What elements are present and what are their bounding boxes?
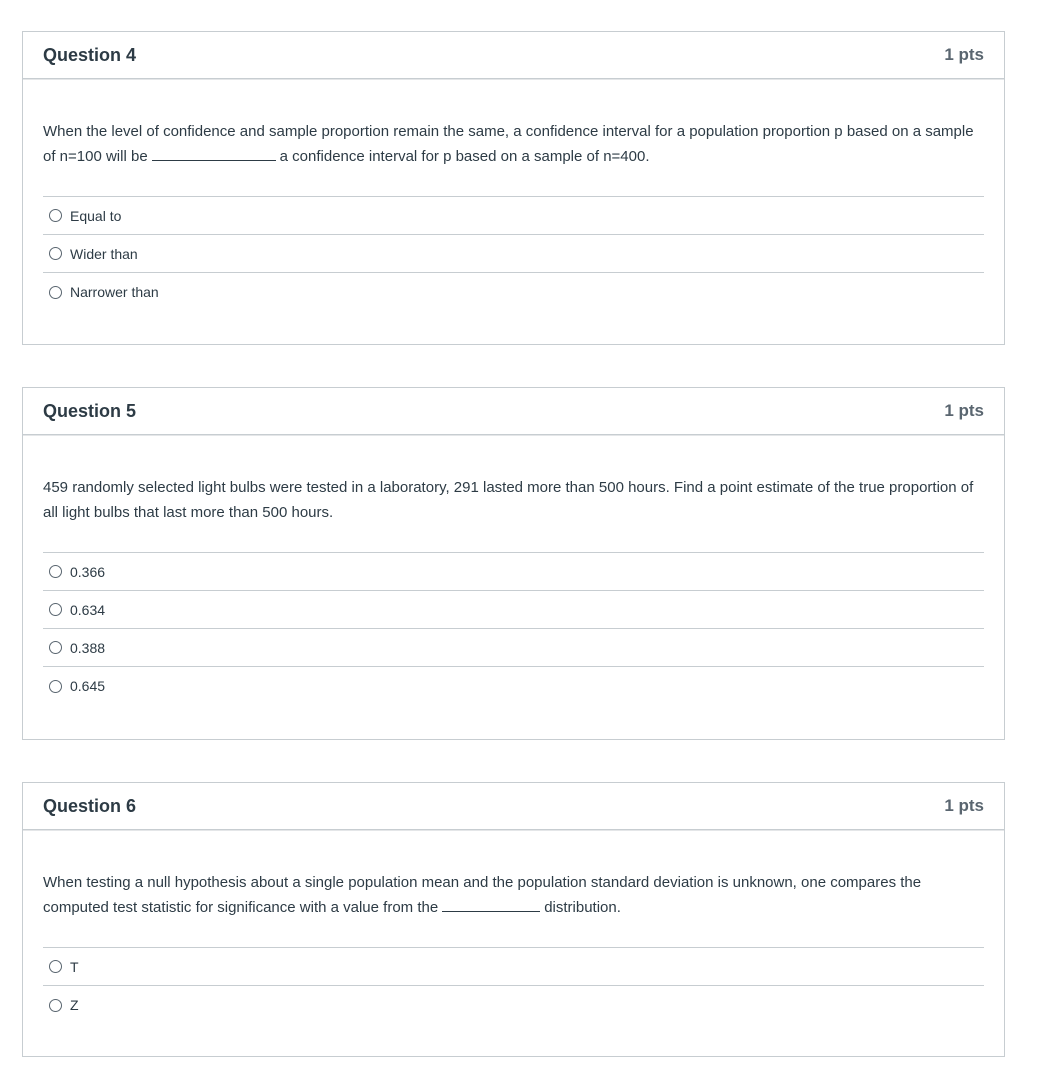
question-text xyxy=(43,830,984,948)
radio-button[interactable] xyxy=(49,960,62,973)
question-points: 1 pts xyxy=(944,401,984,420)
answer-label: 0.645 xyxy=(70,678,106,694)
question-text xyxy=(43,79,984,197)
answer-list xyxy=(43,197,984,311)
radio-button[interactable] xyxy=(49,565,62,578)
answer-list xyxy=(43,948,984,1024)
answer-option[interactable] xyxy=(43,667,984,705)
question-5-card xyxy=(22,387,1005,740)
answer-option[interactable] xyxy=(43,273,984,311)
answer-label: Narrower than xyxy=(70,284,159,300)
radio-button[interactable] xyxy=(49,999,62,1012)
fill-blank xyxy=(152,144,276,161)
answer-option[interactable] xyxy=(43,629,984,667)
question-header xyxy=(23,783,1004,830)
answer-option[interactable] xyxy=(43,948,984,986)
question-title: Question 5 xyxy=(43,400,137,421)
question-6-card xyxy=(22,782,1005,1057)
answer-label: T xyxy=(70,958,79,975)
question-points: 1 pts xyxy=(944,45,984,64)
answer-option[interactable] xyxy=(43,553,984,591)
question-title: Question 6 xyxy=(43,795,137,816)
question-body xyxy=(23,79,1004,311)
question-text: 459 randomly selected light bulbs were tested in a laboratory, 291 lasted more than 500 hours. Find a point estimate of the true proportion of all light bulbs that last more than 500 hours. xyxy=(43,435,984,553)
answer-option[interactable] xyxy=(43,591,984,629)
radio-button[interactable] xyxy=(49,247,62,260)
answer-label: 0.388 xyxy=(70,639,106,656)
answer-label: Z xyxy=(70,997,79,1013)
question-body xyxy=(23,830,1004,1024)
answer-label: Equal to xyxy=(70,207,122,224)
question-4-card xyxy=(22,31,1005,345)
fill-blank xyxy=(442,895,540,912)
answer-option[interactable] xyxy=(43,986,984,1024)
radio-button[interactable] xyxy=(49,680,62,693)
radio-button[interactable] xyxy=(49,209,62,222)
question-title: Question 4 xyxy=(43,44,137,65)
question-points: 1 pts xyxy=(944,796,984,815)
question-text-part1: When the level of confidence and sample proportion remain the same, a confidence interval for a population proportion p based on a sample of n=100 will be xyxy=(43,123,974,165)
question-text-part1: When testing a null hypothesis about a single population mean and the population standard deviation is unknown, one compares the computed test statistic for significance with a value from the xyxy=(43,874,922,916)
answer-label: Wider than xyxy=(70,245,138,262)
question-header xyxy=(23,388,1004,435)
answer-label: 0.634 xyxy=(70,601,106,618)
question-text-part2: distribution. xyxy=(544,899,621,916)
answer-label: 0.366 xyxy=(70,563,106,580)
question-text-part2: a confidence interval for p based on a sample of n=400. xyxy=(279,148,650,165)
answer-option[interactable] xyxy=(43,197,984,235)
radio-button[interactable] xyxy=(49,286,62,299)
answer-option[interactable] xyxy=(43,235,984,273)
question-body xyxy=(23,435,1004,705)
answer-list xyxy=(43,553,984,705)
question-header xyxy=(23,32,1004,79)
radio-button[interactable] xyxy=(49,641,62,654)
radio-button[interactable] xyxy=(49,603,62,616)
